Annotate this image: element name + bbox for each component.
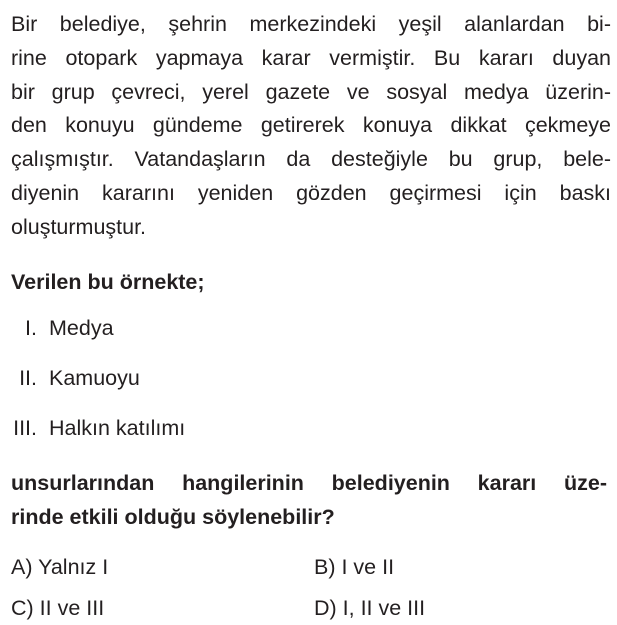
question-line: unsurlarından hangilerinin belediyenin kararı üze- — [11, 471, 607, 495]
option-d[interactable]: D) I, II ve III — [314, 596, 426, 620]
passage-line: çalışmıştır. Vatandaşların da desteğiyle bu grup, bele- — [11, 147, 611, 172]
statement-text: Medya — [49, 316, 114, 340]
question-line: rinde etkili olduğu söylenebilir? — [11, 505, 335, 529]
passage-line: diyenin kararını yeniden gözden geçirmesi için baskı — [11, 180, 611, 205]
statement-prompt: Verilen bu örnekte; — [11, 270, 205, 294]
passage-line: den konuyu gündeme getirerek konuya dikkat çekmeye — [11, 113, 611, 138]
option-a[interactable]: A) Yalnız I — [11, 555, 109, 579]
option-b[interactable]: B) I ve II — [314, 555, 395, 579]
passage-line: oluşturmuştur. — [11, 214, 147, 239]
passage-line: bir grup çevreci, yerel gazete ve sosyal medya üzerin- — [11, 79, 611, 104]
statement-number: I. — [25, 316, 37, 340]
question-passage — [11, 8, 611, 245]
option-c[interactable]: C) II ve III — [11, 596, 105, 620]
statement-text: Halkın katılımı — [49, 416, 186, 440]
passage-line: Bir belediye, şehrin merkezindeki yeşil alanlardan bi- — [11, 12, 611, 36]
question-stem — [11, 466, 607, 534]
statement-item — [11, 416, 185, 441]
statement-number: II. — [19, 366, 37, 390]
statement-item — [11, 316, 114, 341]
statement-text: Kamuoyu — [49, 366, 140, 390]
passage-line: rine otopark yapmaya karar vermiştir. Bu kararı duyan — [11, 45, 611, 70]
statement-item — [11, 366, 140, 391]
statement-number: III. — [13, 416, 37, 440]
